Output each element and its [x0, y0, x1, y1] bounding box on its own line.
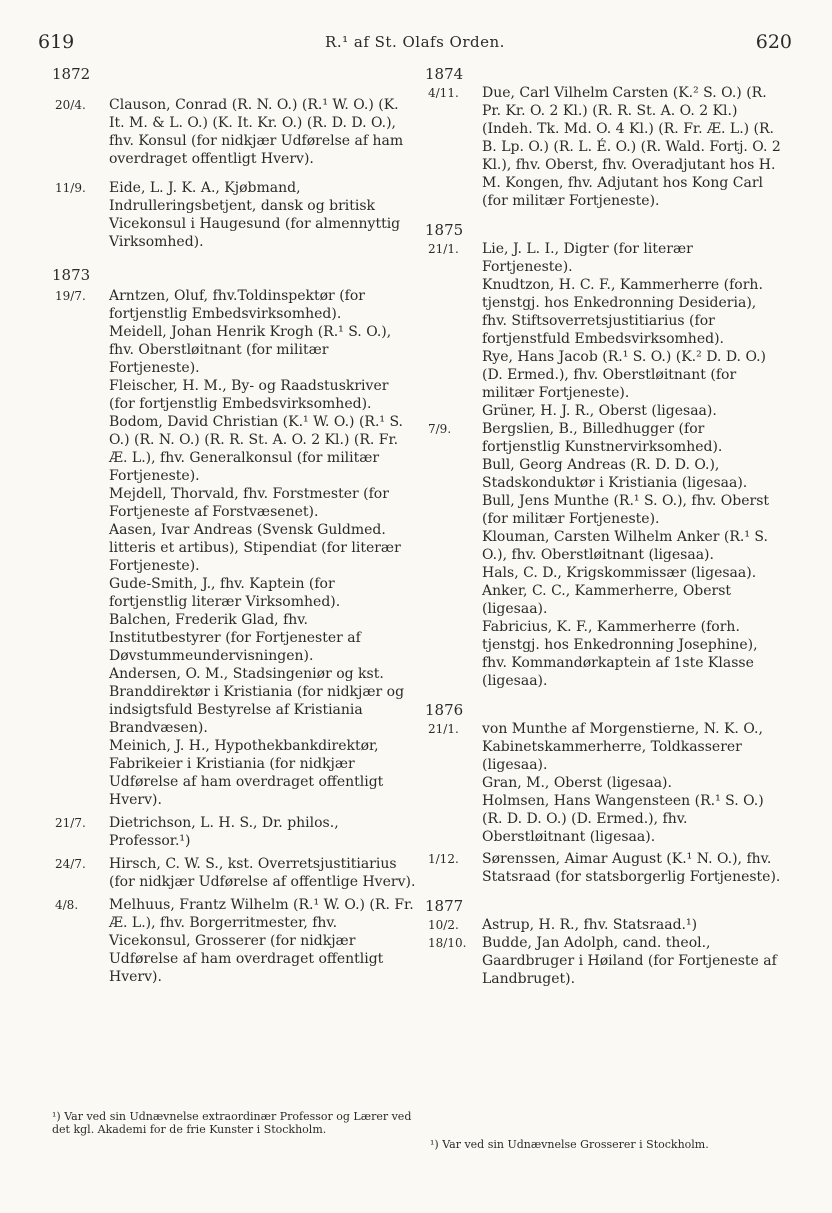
entry-date: 24/7. [55, 857, 86, 871]
entry-text: Gude-Smith, J., fhv. Kaptein (for fortjenstlig literær Virksomhed). [109, 576, 341, 610]
list-entry [425, 240, 785, 276]
entry-date: 21/7. [55, 816, 86, 830]
list-entry [425, 564, 785, 582]
footnote-left: ¹) Var ved sin Udnævnelse extraordinær Professor og Lærer ved det kgl. Akademi for de frie Kunster i Stockholm. [52, 1110, 412, 1136]
running-title: R.¹ af St. Olafs Orden. [325, 33, 505, 51]
page-header [38, 31, 792, 57]
entry-date: 20/4. [55, 98, 86, 112]
list-entry [425, 276, 785, 348]
entry-text: Arntzen, Oluf, fhv.Toldinspektør (for fortjenstlig Embedsvirksomhed). [109, 288, 365, 322]
list-entry [425, 934, 785, 988]
entry-text: Melhuus, Frantz Wilhelm (R.¹ W. O.) (R. Fr. Æ. L.), fhv. Borgerritmester, fhv. Vicekonsul, Grosserer (for nidkjær Udførelse af ham overdraget offentligt Hverv). [109, 897, 414, 985]
entry-text: Grüner, H. J. R., Oberst (ligesaa). [482, 403, 717, 419]
entry-text: Hals, C. D., Krigskommissær (ligesaa). [482, 565, 757, 581]
entry-text: Knudtzon, H. C. F., Kammerherre (forh. tjenstgj. hos Enkedronning Desideria), fhv. Stiftsoverretsjustitiarius (for fortjenstfuld Embedsvirksomhed). [482, 277, 763, 347]
entry-text: Due, Carl Vilhelm Carsten (K.² S. O.) (R. Pr. Kr. O. 2 Kl.) (R. R. St. A. O. 2 Kl.) (Indeh. Tk. Md. O. 4 Kl.) (R. Fr. Æ. L.) (R. B. Lp. O.) (R. L. É. O.) (R. Wald. Fortj. O. 2 Kl.), fhv. Oberst, fhv. Overadjutant hos H. M. Kongen, fhv. Adjutant hos Kong Carl (for militær Fortjeneste). [482, 85, 781, 209]
entry-text: Fleischer, H. M., By- og Raadstuskriver (for fortjenstlig Embedsvirksomhed). [109, 378, 389, 412]
entry-text: Bergslien, B., Billedhugger (for fortjenstlig Kunstnervirksomhed). [482, 421, 723, 455]
entry-text: Fabricius, K. F., Kammerherre (forh. tjenstgj. hos Enkedronning Josephine), fhv. Kommandørkaptein af 1ste Klasse (ligesaa). [482, 619, 758, 689]
entry-date: 19/7. [55, 289, 86, 303]
entry-text: Hirsch, C. W. S., kst. Overretsjustitiarius (for nidkjær Udførelse af offentlige Hverv). [109, 856, 416, 890]
list-entry [52, 575, 416, 611]
entry-text: Eide, L. J. K. A., Kjøbmand, Indrulleringsbetjent, dansk og britisk Vicekonsul i Haugesund (for almennyttig Virksomhed). [109, 180, 401, 250]
entry-text: von Munthe af Morgenstierne, N. K. O., Kabinetskammerherre, Toldkasserer (ligesaa). [482, 721, 763, 773]
entry-date: 4/11. [428, 86, 459, 100]
entry-date: 10/2. [428, 918, 459, 932]
entry-text: Holmsen, Hans Wangensteen (R.¹ S. O.) (R. D. D. O.) (D. Ermed.), fhv. Oberstløitnant (ligesaa). [482, 793, 764, 845]
list-entry [52, 855, 416, 891]
year-heading: 1872 [52, 65, 91, 83]
list-entry [425, 774, 785, 792]
list-entry [425, 492, 785, 528]
entry-text: Dietrichson, L. H. S., Dr. philos., Professor.¹) [109, 815, 339, 849]
entry-text: Bull, Georg Andreas (R. D. D. O.), Stadskonduktør i Kristiania (ligesaa). [482, 457, 748, 491]
list-entry [425, 456, 785, 492]
list-entry [52, 96, 416, 168]
entry-text: Clauson, Conrad (R. N. O.) (R.¹ W. O.) (K. It. M. & L. O.) (K. It. Kr. O.) (R. D. D. O.), fhv. Konsul (for nidkjær Udførelse af ham overdraget offentligt Hverv). [109, 97, 404, 167]
entry-text: Sørenssen, Aimar August (K.¹ N. O.), fhv. Statsraad (for statsborgerlig Fortjeneste). [482, 851, 781, 885]
right-column [425, 64, 785, 988]
list-entry [425, 582, 785, 618]
entry-text: Balchen, Frederik Glad, fhv. Institutbestyrer (for Fortjenester af Døvstummeundervisningen). [109, 612, 361, 664]
page-number-right: 620 [755, 31, 792, 53]
list-entry [52, 665, 416, 737]
entry-date: 11/9. [55, 181, 86, 195]
list-entry [425, 528, 785, 564]
entry-date: 21/1. [428, 722, 459, 736]
entry-text: Lie, J. L. I., Digter (for literær Fortjeneste). [482, 241, 693, 275]
entry-text: Astrup, H. R., fhv. Statsraad.¹) [482, 917, 698, 933]
list-entry [52, 737, 416, 809]
entry-date: 18/10. [428, 936, 467, 950]
list-entry [425, 84, 785, 210]
year-heading: 1876 [425, 701, 464, 719]
list-entry [52, 611, 416, 665]
list-entry [425, 420, 785, 456]
entry-text: Meinich, J. H., Hypothekbankdirektør, Fabrikeier i Kristiania (for nidkjær Udførelse af ham overdraget offentligt Hverv). [109, 738, 384, 808]
list-entry [52, 814, 416, 850]
list-entry [52, 521, 416, 575]
year-heading: 1875 [425, 221, 464, 239]
entry-text: Anker, C. C., Kammerherre, Oberst (ligesaa). [482, 583, 732, 617]
list-entry [425, 720, 785, 774]
list-entry [52, 179, 416, 251]
year-heading: 1873 [52, 266, 91, 284]
list-entry [52, 485, 416, 521]
entry-date: 4/8. [55, 898, 79, 912]
entry-date: 21/1. [428, 242, 459, 256]
entry-text: Mejdell, Thorvald, fhv. Forstmester (for Fortjeneste af Forstvæsenet). [109, 486, 389, 520]
entry-text: Andersen, O. M., Stadsingeniør og kst. Branddirektør i Kristiania (for nidkjær og indsigtsfuld Bestyrelse af Kristiania Brandvæsen). [109, 666, 405, 736]
list-entry [52, 413, 416, 485]
entry-text: Aasen, Ivar Andreas (Svensk Guldmed. litteris et artibus), Stipendiat (for literær Fortjeneste). [109, 522, 401, 574]
year-heading: 1874 [425, 65, 464, 83]
list-entry [425, 618, 785, 690]
entry-text: Rye, Hans Jacob (R.¹ S. O.) (K.² D. D. O.) (D. Ermed.), fhv. Oberstløitnant (for militær Fortjeneste). [482, 349, 767, 401]
entry-text: Budde, Jan Adolph, cand. theol., Gaardbruger i Høiland (for Fortjeneste af Landbruget). [482, 935, 777, 987]
list-entry [52, 287, 416, 323]
entry-date: 7/9. [428, 422, 452, 436]
list-entry [425, 850, 785, 886]
entry-text: Meidell, Johan Henrik Krogh (R.¹ S. O.), fhv. Oberstløitnant (for militær Fortjeneste). [109, 324, 392, 376]
entry-text: Klouman, Carsten Wilhelm Anker (R.¹ S. O.), fhv. Oberstløitnant (ligesaa). [482, 529, 768, 563]
entry-text: Gran, M., Oberst (ligesaa). [482, 775, 672, 791]
footnote-right: ¹) Var ved sin Udnævnelse Grosserer i Stockholm. [430, 1138, 709, 1151]
list-entry [425, 402, 785, 420]
list-entry [52, 896, 416, 986]
year-heading: 1877 [425, 897, 464, 915]
entry-text: Bull, Jens Munthe (R.¹ S. O.), fhv. Oberst (for militær Fortjeneste). [482, 493, 770, 527]
list-entry [52, 377, 416, 413]
list-entry [425, 792, 785, 846]
list-entry [425, 916, 785, 934]
entry-text: Bodom, David Christian (K.¹ W. O.) (R.¹ S. O.) (R. N. O.) (R. R. St. A. O. 2 Kl.) (R. Fr. Æ. L.), fhv. Generalkonsul (for militær Fortjeneste). [109, 414, 404, 484]
list-entry [52, 323, 416, 377]
page-number-left: 619 [38, 31, 75, 53]
left-column [52, 64, 416, 986]
entry-date: 1/12. [428, 852, 459, 866]
list-entry [425, 348, 785, 402]
